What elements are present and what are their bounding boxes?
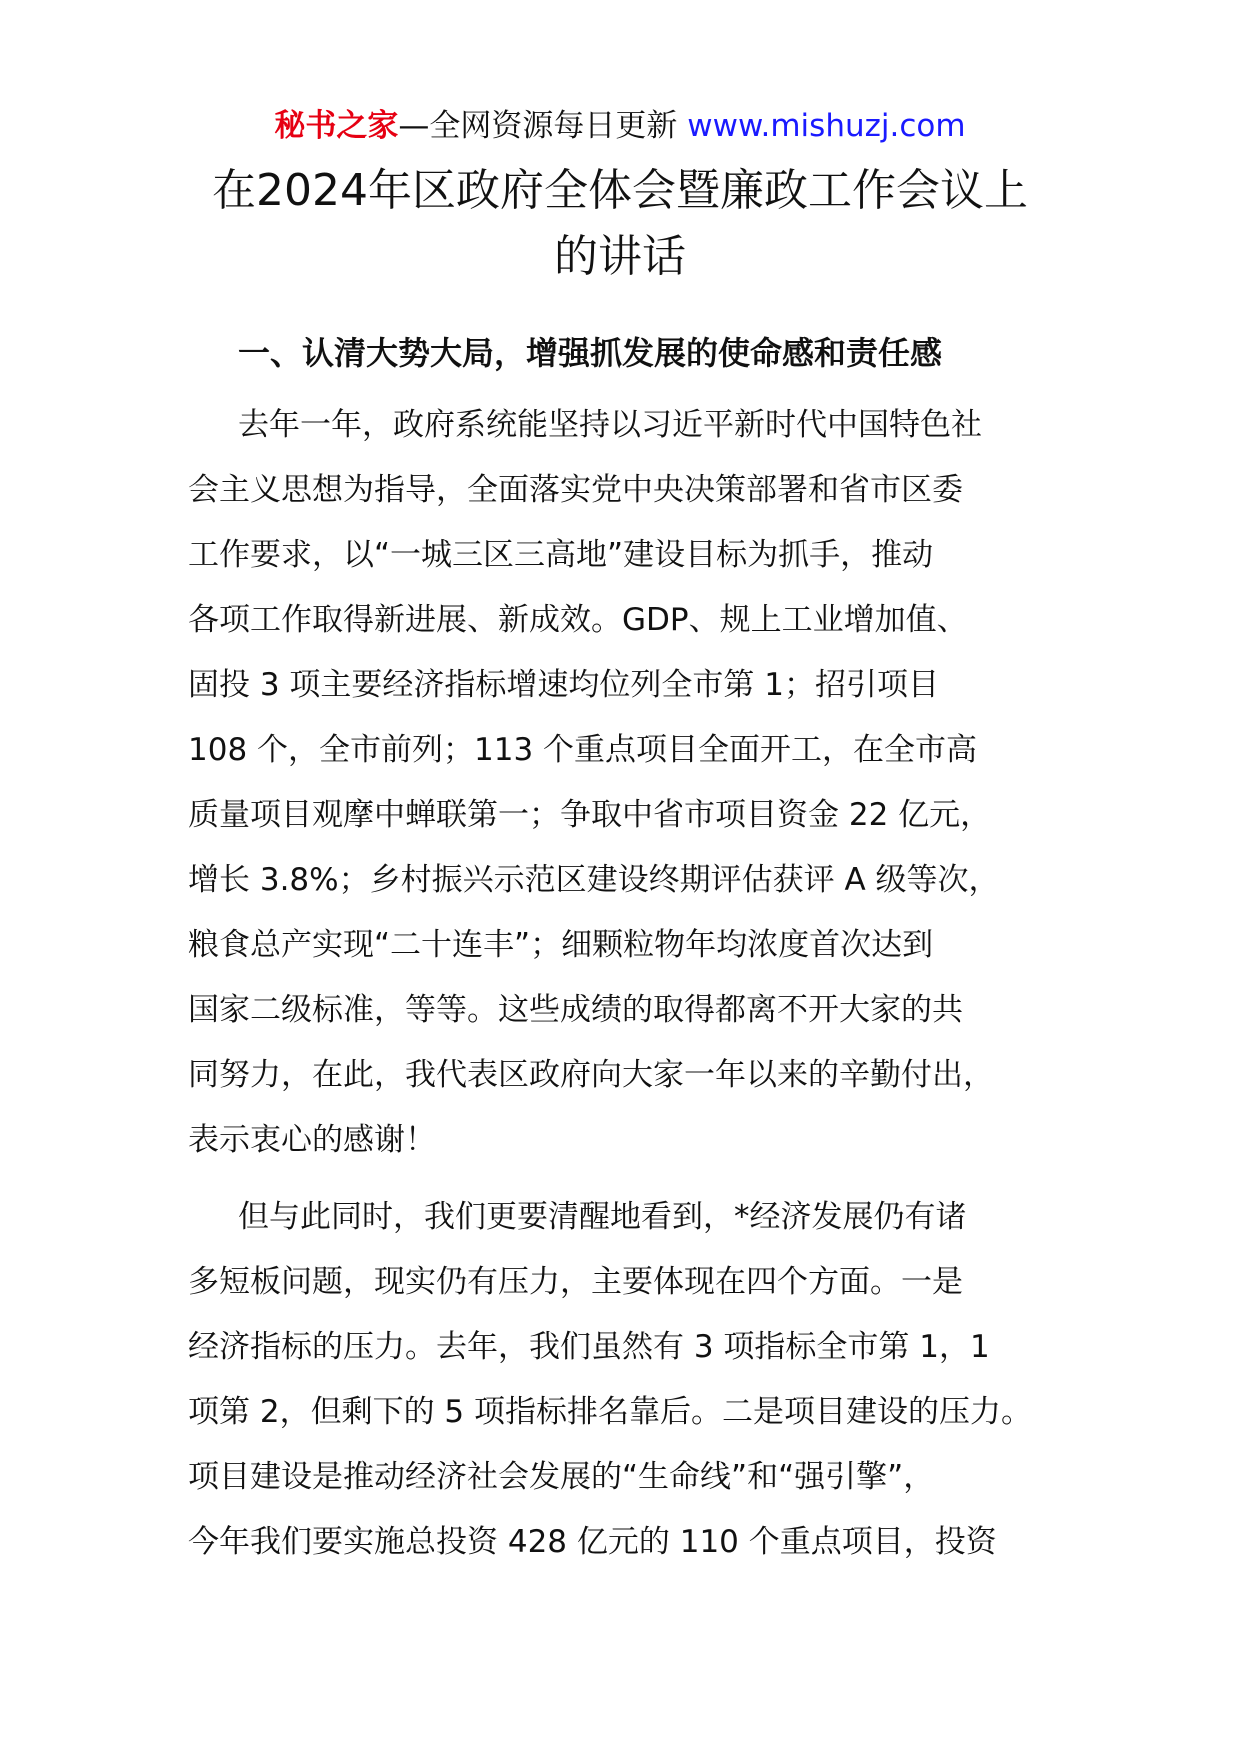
brand-name: 秘书之家 [274,108,399,144]
paragraph-line: 增长 3.8%；乡村振兴示范区建设终期评估获评 A 级等次， [188,862,1000,898]
paragraph-line: 会主义思想为指导，全面落实党中央决策部署和省市区委 [188,472,963,508]
paragraph-line: 108 个，全市前列；113 个重点项目全面开工，在全市高 [188,732,978,768]
paragraph-line: 多短板问题，现实仍有压力，主要体现在四个方面。一是 [188,1264,963,1300]
paragraph-line: 各项工作取得新进展、新成效。GDP、规上工业增加值、 [188,602,968,638]
paragraph-line: 经济指标的压力。去年，我们虽然有 3 项指标全市第 1，1 [188,1329,990,1365]
paragraph-line: 但与此同时，我们更要清醒地看到，*经济发展仍有诸 [238,1199,967,1235]
paragraph-line: 国家二级标准，等等。这些成绩的取得都离不开大家的共 [188,992,963,1028]
paragraph-line: 项目建设是推动经济社会发展的“生命线”和“强引擎”， [188,1459,935,1495]
paragraph-1 [188,393,1088,1173]
paragraph-line: 粮食总产实现“二十连丰”；细颗粒物年均浓度首次达到 [188,927,934,963]
paragraph-line: 表示衷心的感谢！ [188,1122,436,1158]
paragraph-line: 质量项目观摩中蝉联第一；争取中省市项目资金 22 亿元， [188,797,992,833]
document-title [180,158,1060,290]
paragraph-line: 今年我们要实施总投资 428 亿元的 110 个重点项目，投资 [188,1524,997,1560]
paragraph-line: 项第 2，但剩下的 5 项指标排名靠后。二是项目建设的压力。 [188,1394,1033,1430]
brand-slogan: —全网资源每日更新 [398,108,678,144]
brand-url-link[interactable]: www.mishuzj.com [687,108,966,144]
section-heading: 一、认清大势大局，增强抓发展的使命感和责任感 [238,334,943,372]
paragraph-line: 去年一年，政府系统能坚持以习近平新时代中国特色社 [238,407,982,443]
paragraph-line: 固投 3 项主要经济指标增速均位列全市第 1；招引项目 [188,667,940,703]
paragraph-line: 工作要求，以“一城三区三高地”建设目标为抓手，推动 [188,537,934,573]
paragraph-line: 同努力，在此，我代表区政府向大家一年以来的辛勤付出， [188,1057,994,1093]
title-line-1: 在2024年区政府全体会暨廉政工作会议上 [212,165,1028,216]
paragraph-2 [188,1185,1088,1575]
watermark-header [0,98,1240,154]
title-line-2: 的讲话 [554,231,686,282]
